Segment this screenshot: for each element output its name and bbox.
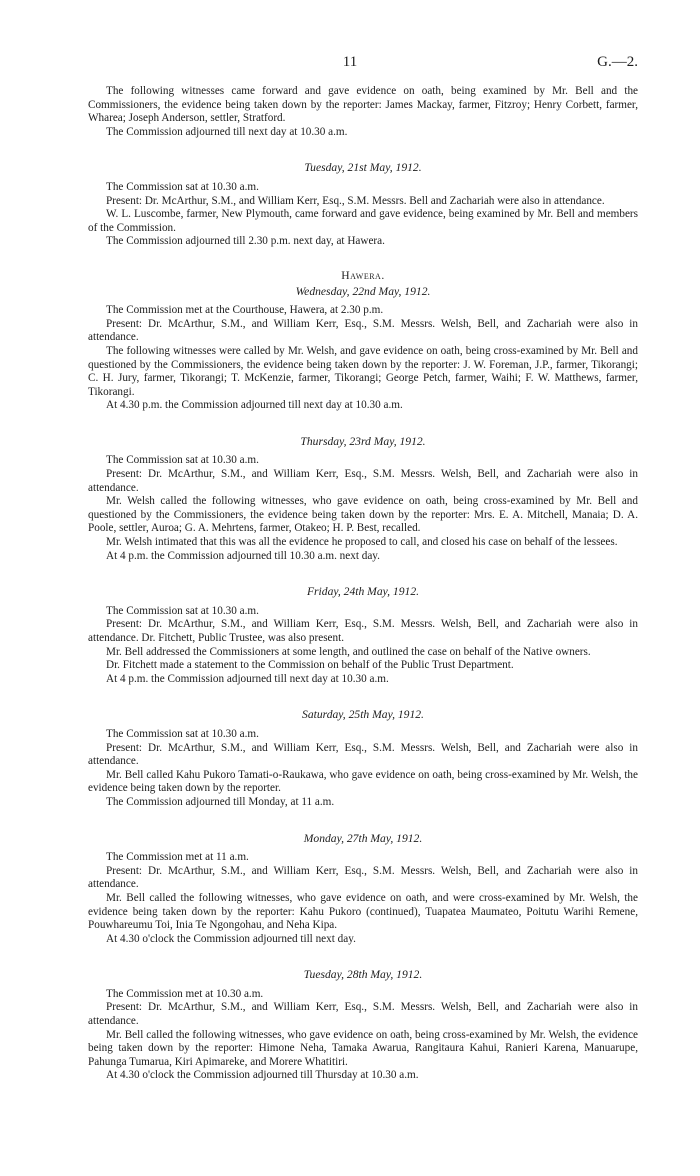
paragraph: The Commission met at 10.30 a.m.	[106, 987, 264, 1000]
entry-tuesday-21-may	[88, 161, 638, 249]
entry-monday-27-may	[88, 832, 638, 947]
paragraph: Mr. Bell called the following witnesses, who gave evidence on oath, and were cross-examined by Mr. Welsh, the evidence being taken down by the reporter: Kahu Pukoro (continued), Tuapatea Maumateo, Poitutu Warihi Remene, Pouwhareumu Toi, Inia Te Ngongohau, and Neha Kipa.	[88, 891, 638, 932]
paragraph: Present: Dr. McArthur, S.M., and William Kerr, Esq., S.M. Messrs. Welsh, Bell, and Zachariah were also in attendance.	[88, 468, 638, 494]
paragraph: Present: Dr. McArthur, S.M., and William Kerr, Esq., S.M. Messrs. Welsh, Bell, and Zachariah were also in attendance.	[88, 864, 638, 891]
entry-thursday-23-may	[88, 435, 638, 563]
date-heading: Friday, 24th May, 1912.	[306, 585, 420, 599]
date-heading: Tuesday, 28th May, 1912.	[303, 968, 423, 982]
paragraph: Present: Dr. McArthur, S.M., and William Kerr, Esq., S.M. Messrs. Welsh, Bell, and Zachariah were also in attendance.	[88, 741, 638, 768]
paragraph: Mr. Bell called Kahu Pukoro Tamati-o-Raukawa, who gave evidence on oath, being cross-examined by Mr. Welsh, the evidence being taken down by the reporter.	[88, 768, 638, 795]
paragraph: At 4.30 o'clock the Commission adjourned till Thursday at 10.30 a.m.	[106, 1069, 419, 1082]
paragraph: Present: Dr. McArthur, S.M., and William Kerr, Esq., S.M. Messrs. Welsh, Bell, and Zachariah were also in attendance. Dr. Fitchett, Public Trustee, was also present.	[88, 618, 638, 644]
paragraph: The Commission adjourned till Monday, at 11 a.m.	[106, 795, 335, 808]
paragraph: Dr. Fitchett made a statement to the Commission on behalf of the Public Trust Department.	[106, 659, 514, 672]
document-body	[88, 85, 638, 1083]
paragraph: Mr. Bell addressed the Commissioners at some length, and outlined the case on behalf of the Native owners.	[106, 645, 591, 658]
opening-section	[88, 85, 638, 139]
date-heading: Monday, 27th May, 1912.	[303, 831, 423, 845]
paragraph: At 4.30 p.m. the Commission adjourned till next day at 10.30 a.m.	[106, 399, 403, 412]
paragraph: At 4.30 o'clock the Commission adjourned till next day.	[106, 932, 356, 945]
date-heading: Saturday, 25th May, 1912.	[302, 708, 424, 722]
paragraph: Mr. Bell called the following witnesses, who gave evidence on oath, being cross-examined by Mr. Welsh, the evidence being taken down by the reporter: Himone Neha, Tamaka Awarua, Rangitaura Kahui, Ranieri Karena, Manuarupe, Pahunga Tumarua, Kiri Apimareke, and Morere Whatitiri.	[88, 1028, 638, 1068]
paragraph: The Commission sat at 10.30 a.m.	[106, 180, 259, 193]
date-heading: Thursday, 23rd May, 1912.	[300, 434, 426, 448]
paragraph: The Commission sat at 10.30 a.m.	[106, 727, 259, 740]
paragraph: The Commission adjourned till next day at 10.30 a.m.	[106, 125, 348, 138]
place-heading: Hawera.	[341, 268, 385, 282]
entry-saturday-25-may	[88, 708, 638, 809]
paragraph: Present: Dr. McArthur, S.M., and William Kerr, Esq., S.M. Messrs. Welsh, Bell, and Zachariah were also in attendance.	[88, 317, 638, 344]
page-number: 11	[342, 54, 358, 70]
paragraph: The Commission met at the Courthouse, Hawera, at 2.30 p.m.	[106, 304, 384, 317]
paragraph: At 4 p.m. the Commission adjourned till 10.30 a.m. next day.	[106, 549, 380, 562]
entry-friday-24-may	[88, 585, 638, 686]
paragraph: Present: Dr. McArthur, S.M., and William Kerr, Esq., S.M. Messrs. Bell and Zachariah were also in attendance.	[106, 194, 605, 207]
paragraph: The following witnesses came forward and gave evidence on oath, being examined by Mr. Bell and the Commissioners, the evidence being taken down by the reporter: James Mackay, farmer, Fitzroy; Henry Corbett, farmer, Wharea; Joseph Anderson, settler, Stratford.	[88, 85, 638, 125]
entry-tuesday-28-may	[88, 968, 638, 1083]
paragraph: The Commission sat at 10.30 a.m.	[106, 604, 259, 617]
paragraph: Present: Dr. McArthur, S.M., and William Kerr, Esq., S.M. Messrs. Welsh, Bell, and Zachariah were also in attendance.	[88, 1001, 638, 1028]
paragraph: The Commission met at 11 a.m.	[106, 851, 249, 864]
paragraph: At 4 p.m. the Commission adjourned till next day at 10.30 a.m.	[106, 672, 389, 685]
paragraph: The Commission sat at 10.30 a.m.	[106, 454, 259, 467]
paragraph: Mr. Welsh called the following witnesses, who gave evidence on oath, being cross-examined by Mr. Bell and questioned by the Commissioners, the evidence being taken down by the reporter: Mrs. E. A. Mitchell, Manaia; D. A. Poole, settler, Auroa; G. A. Mehrtens, farmer, Otakeo; H. P. Best, recalled.	[88, 495, 638, 535]
paragraph: The following witnesses were called by Mr. Welsh, and gave evidence on oath, being cross-examined by Mr. Bell and questioned by the Commissioners, the evidence being taken down by the reporter: J. W. Foreman, J.P., farmer, Tikorangi; C. H. Jury, farmer, Tikorangi; T. McKenzie, farmer, Tikorangi; George Petch, farmer, Waihi; F. W. Matthews, farmer, Tikorangi.	[88, 344, 638, 398]
date-heading: Tuesday, 21st May, 1912.	[304, 161, 422, 175]
date-heading: Wednesday, 22nd May, 1912.	[295, 284, 431, 298]
paragraph: Mr. Welsh intimated that this was all the evidence he proposed to call, and closed his case on behalf of the lessees.	[106, 536, 618, 549]
paragraph: The Commission adjourned till 2.30 p.m. next day, at Hawera.	[106, 235, 385, 248]
document-reference: G.—2.	[597, 54, 638, 70]
entry-wednesday-22-may	[88, 285, 638, 413]
paragraph: W. L. Luscombe, farmer, New Plymouth, came forward and gave evidence, being examined by Mr. Bell and members of the Commission.	[88, 208, 638, 234]
